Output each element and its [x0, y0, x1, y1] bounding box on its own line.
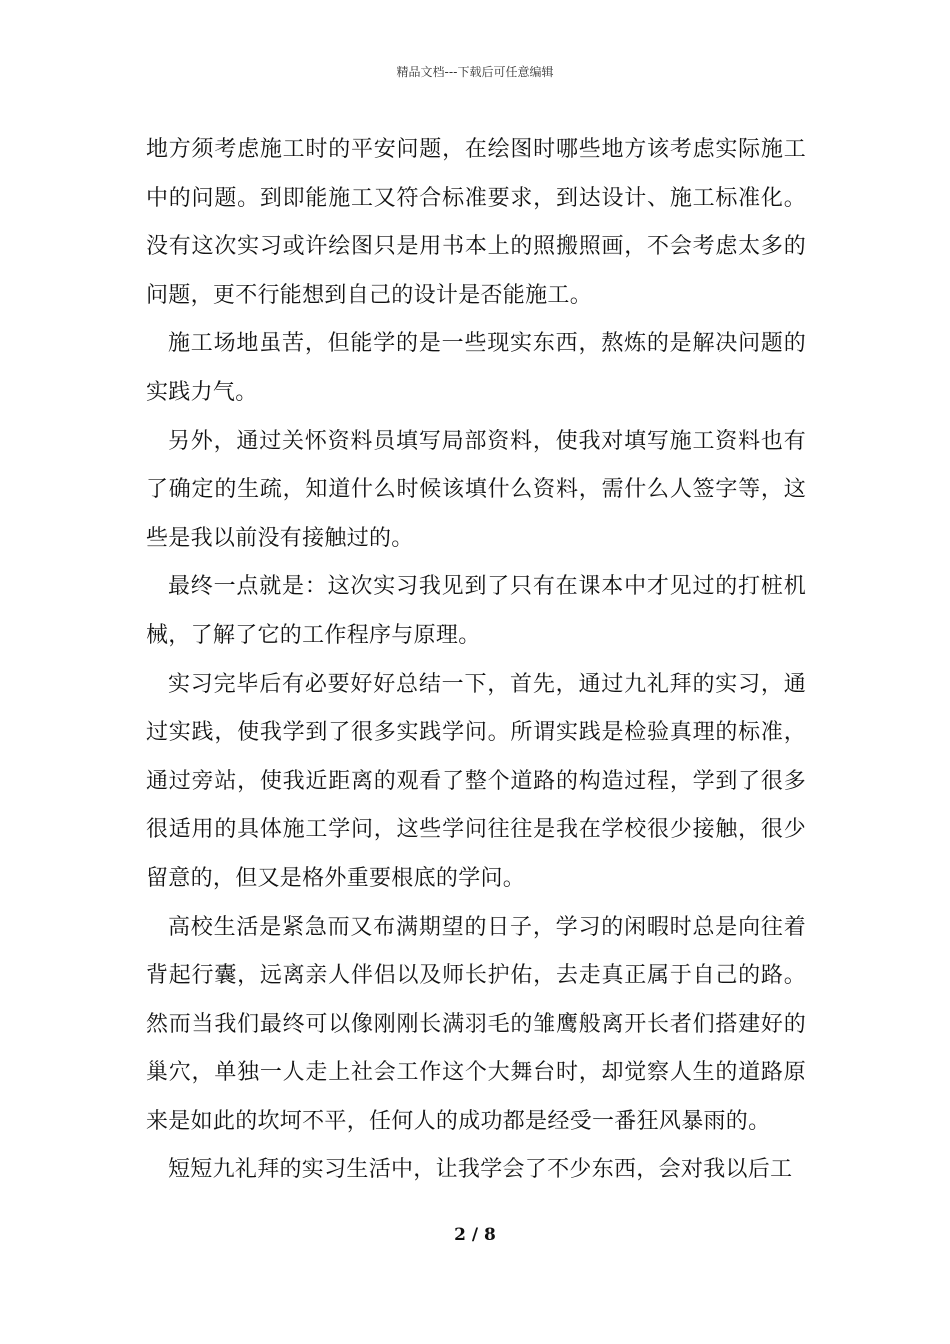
- paragraph: 实习完毕后有必要好好总结一下，首先，通过九礼拜的实习，通过实践，使我学到了很多实践学问。所谓实践是检验真理的标准，通过旁站，使我近距离的观看了整个道路的构造过程，学到了很多很适用的具体施工学问，这些学问往往是我在学校很少接触，很少留意的，但又是格外重要根底的学问。: [146, 671, 806, 891]
- page-number: 2 / 8: [454, 1225, 496, 1245]
- paragraph: 最终一点就是：这次实习我见到了只有在课本中才见过的打桩机械，了解了它的工作程序与原理。: [146, 574, 806, 648]
- page-header: 精品文档---下载后可任意编辑: [396, 65, 554, 79]
- document-body: [146, 126, 806, 1195]
- paragraph-continued: 地方须考虑施工时的平安问题，在绘图时哪些地方该考虑实际施工中的问题。到即能施工又符合标准要求，到达设计、施工标准化。没有这次实习或许绘图只是用书本上的照搬照画，不会考虑太多的问题，更不行能想到自己的设计是否能施工。: [146, 137, 806, 308]
- paragraph: 施工场地虽苦，但能学的是一些现实东西，熬炼的是解决问题的实践力气。: [146, 331, 806, 405]
- paragraph: 另外，通过关怀资料员填写局部资料，使我对填写施工资料也有了确定的生疏，知道什么时候该填什么资料，需什么人签字等，这些是我以前没有接触过的。: [146, 428, 806, 551]
- paragraph: 高校生活是紧急而又布满期望的日子，学习的闲暇时总是向往着背起行囊，远离亲人伴侣以及师长护佑，去走真正属于自己的路。然而当我们最终可以像刚刚长满羽毛的雏鹰般离开长者们搭建好的巢穴，单独一人走上社会工作这个大舞台时，却觉察人生的道路原来是如此的坎坷不平，任何人的成功都是经受一番狂风暴雨的。: [146, 914, 806, 1134]
- paragraph: 短短九礼拜的实习生活中，让我学会了不少东西，会对我以后工: [168, 1157, 793, 1183]
